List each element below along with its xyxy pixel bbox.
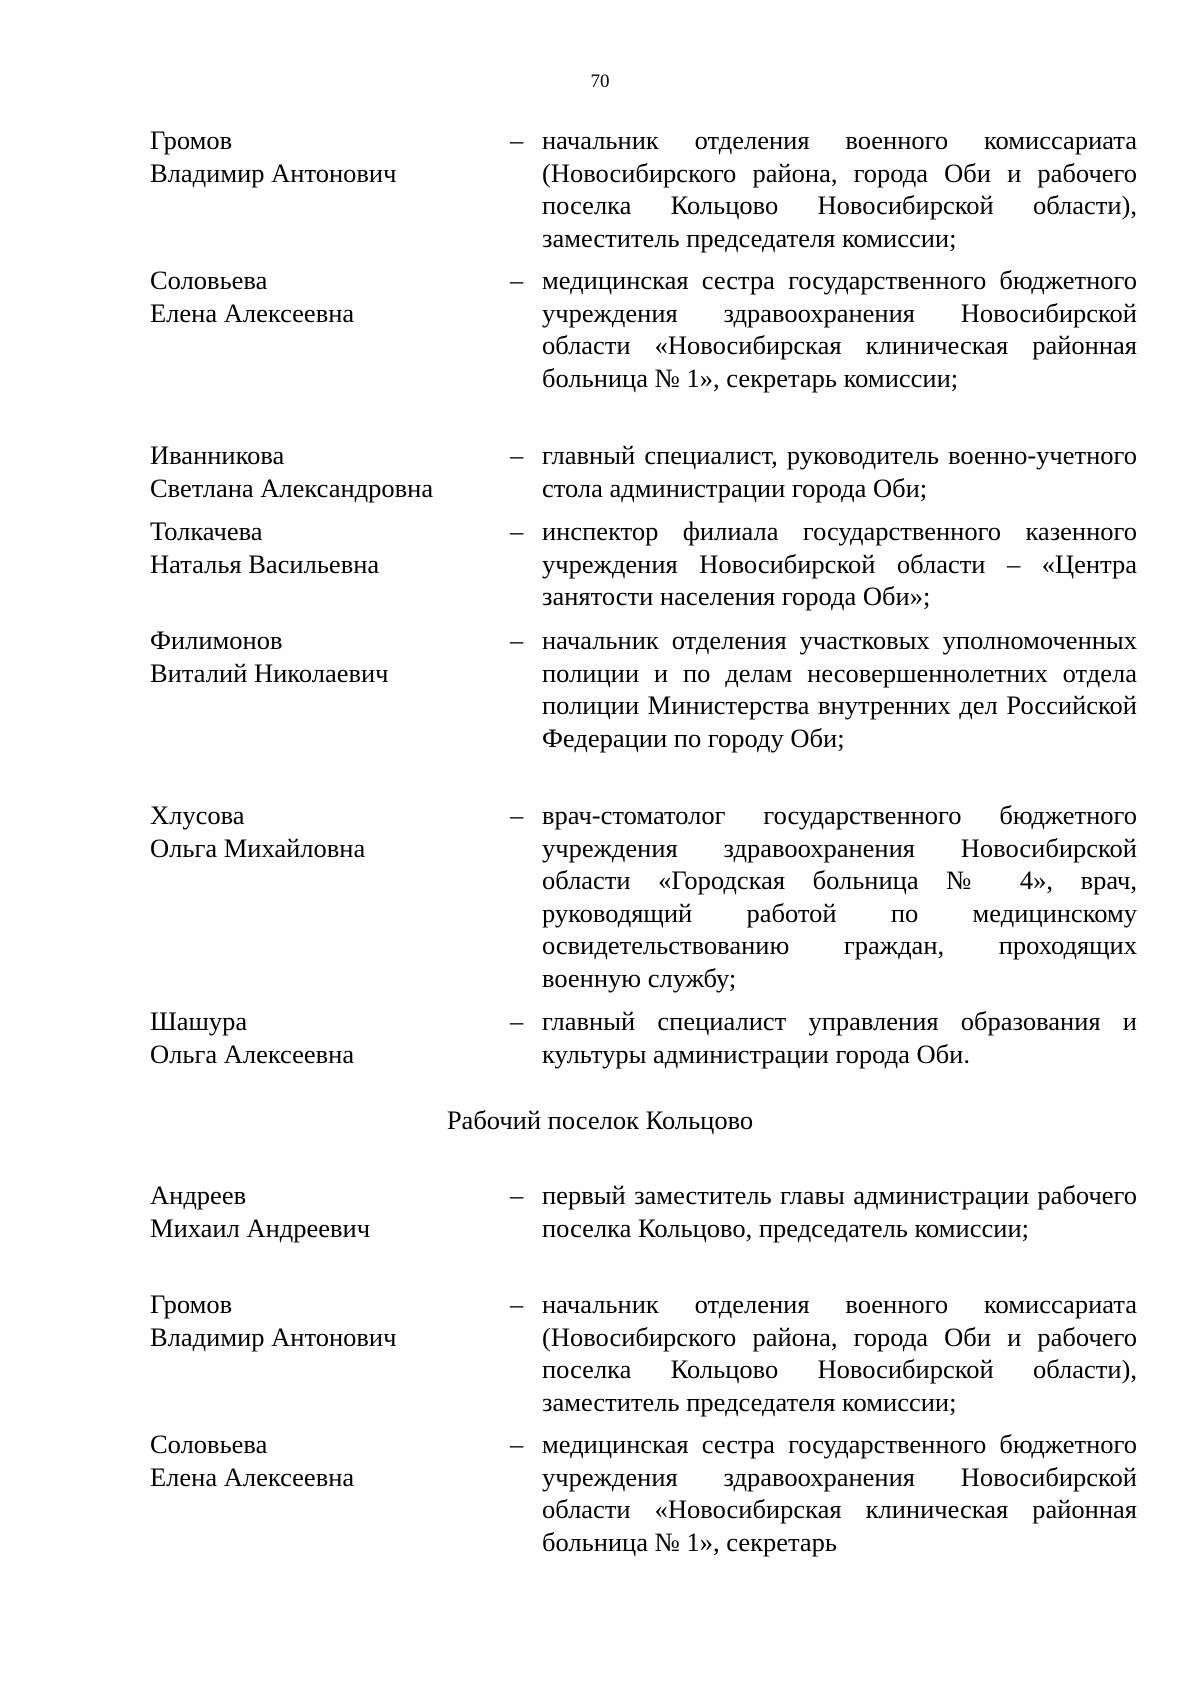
member-description: начальник отделения участковых уполномоченных полиции и по делам несовершеннолетних отдела полиции Министерства внутренних дел Российской Федерации по городу Оби;: [542, 625, 1137, 753]
member-surname: Филимонов: [150, 625, 283, 655]
member-description: медицинская сестра государственного бюджетного учреждения здравоохранения Новосибирской области «Новосибирская клиническая районная больница № 1», секретарь комиссии;: [542, 265, 1137, 393]
section-title: Рабочий поселок Кольцово: [446, 1105, 754, 1135]
member-description: главный специалист, руководитель военно-учетного стола администрации города Оби;: [542, 440, 1137, 503]
dash-separator: –: [510, 440, 524, 470]
member-name: [150, 264, 490, 329]
member-surname: Шашура: [150, 1006, 248, 1036]
member-description: начальник отделения военного комиссариата (Новосибирского района, города Оби и рабочего поселка Кольцово Новосибирской области), заместитель председателя комиссии;: [542, 125, 1137, 253]
member-surname: Хлусова: [150, 800, 245, 830]
dash-separator: –: [510, 265, 524, 295]
member-given-name: Ольга Михайловна: [150, 832, 366, 863]
member-name: [150, 1428, 490, 1493]
member-name: [150, 799, 490, 864]
member-given-name: Наталья Васильевна: [150, 548, 380, 579]
member-surname: Соловьева: [150, 1429, 268, 1459]
dash-separator: –: [510, 125, 524, 155]
member-description: медицинская сестра государственного бюджетного учреждения здравоохранения Новосибирской области «Новосибирская клиническая районная больница № 1», секретарь: [542, 1429, 1137, 1557]
member-surname: Громов: [150, 1289, 233, 1319]
member-given-name: Владимир Антонович: [150, 1321, 397, 1352]
member-name: [150, 624, 490, 689]
member-surname: Толкачева: [150, 516, 263, 546]
member-description: врач-стоматолог государственного бюджетного учреждения здравоохранения Новосибирской области «Городская больница № 4», врач, руководящий работой по медицинскому освидетельствованию граждан, проходящих военную службу;: [542, 800, 1137, 993]
member-given-name: Елена Алексеевна: [150, 1461, 355, 1492]
member-surname: Громов: [150, 125, 233, 155]
member-name: [150, 1005, 490, 1070]
page-number: 70: [590, 71, 610, 92]
dash-separator: –: [510, 1289, 524, 1319]
member-given-name: Светлана Александровна: [150, 472, 434, 503]
member-given-name: Ольга Алексеевна: [150, 1038, 355, 1069]
member-given-name: Михаил Андреевич: [150, 1212, 371, 1243]
dash-separator: –: [510, 1180, 524, 1210]
member-name: [150, 1288, 490, 1353]
member-given-name: Владимир Антонович: [150, 157, 397, 188]
member-description: первый заместитель главы администрации рабочего поселка Кольцово, председатель комиссии;: [542, 1180, 1137, 1243]
member-given-name: Елена Алексеевна: [150, 297, 355, 328]
dash-separator: –: [510, 1006, 524, 1036]
member-surname: Андреев: [150, 1180, 247, 1210]
dash-separator: –: [510, 1429, 524, 1459]
member-given-name: Виталий Николаевич: [150, 657, 389, 688]
member-description: главный специалист управления образования и культуры администрации города Оби.: [542, 1006, 1137, 1069]
member-description: инспектор филиала государственного казенного учреждения Новосибирской области – «Центра занятости населения города Оби»;: [542, 516, 1137, 611]
dash-separator: –: [510, 800, 524, 830]
member-name: [150, 124, 490, 189]
member-name: [150, 515, 490, 580]
member-name: [150, 439, 490, 504]
member-description: начальник отделения военного комиссариата (Новосибирского района, города Оби и рабочего поселка Кольцово Новосибирской области), заместитель председателя комиссии;: [542, 1289, 1137, 1417]
member-surname: Иванникова: [150, 440, 285, 470]
dash-separator: –: [510, 516, 524, 546]
member-surname: Соловьева: [150, 265, 268, 295]
dash-separator: –: [510, 625, 524, 655]
member-name: [150, 1179, 490, 1244]
